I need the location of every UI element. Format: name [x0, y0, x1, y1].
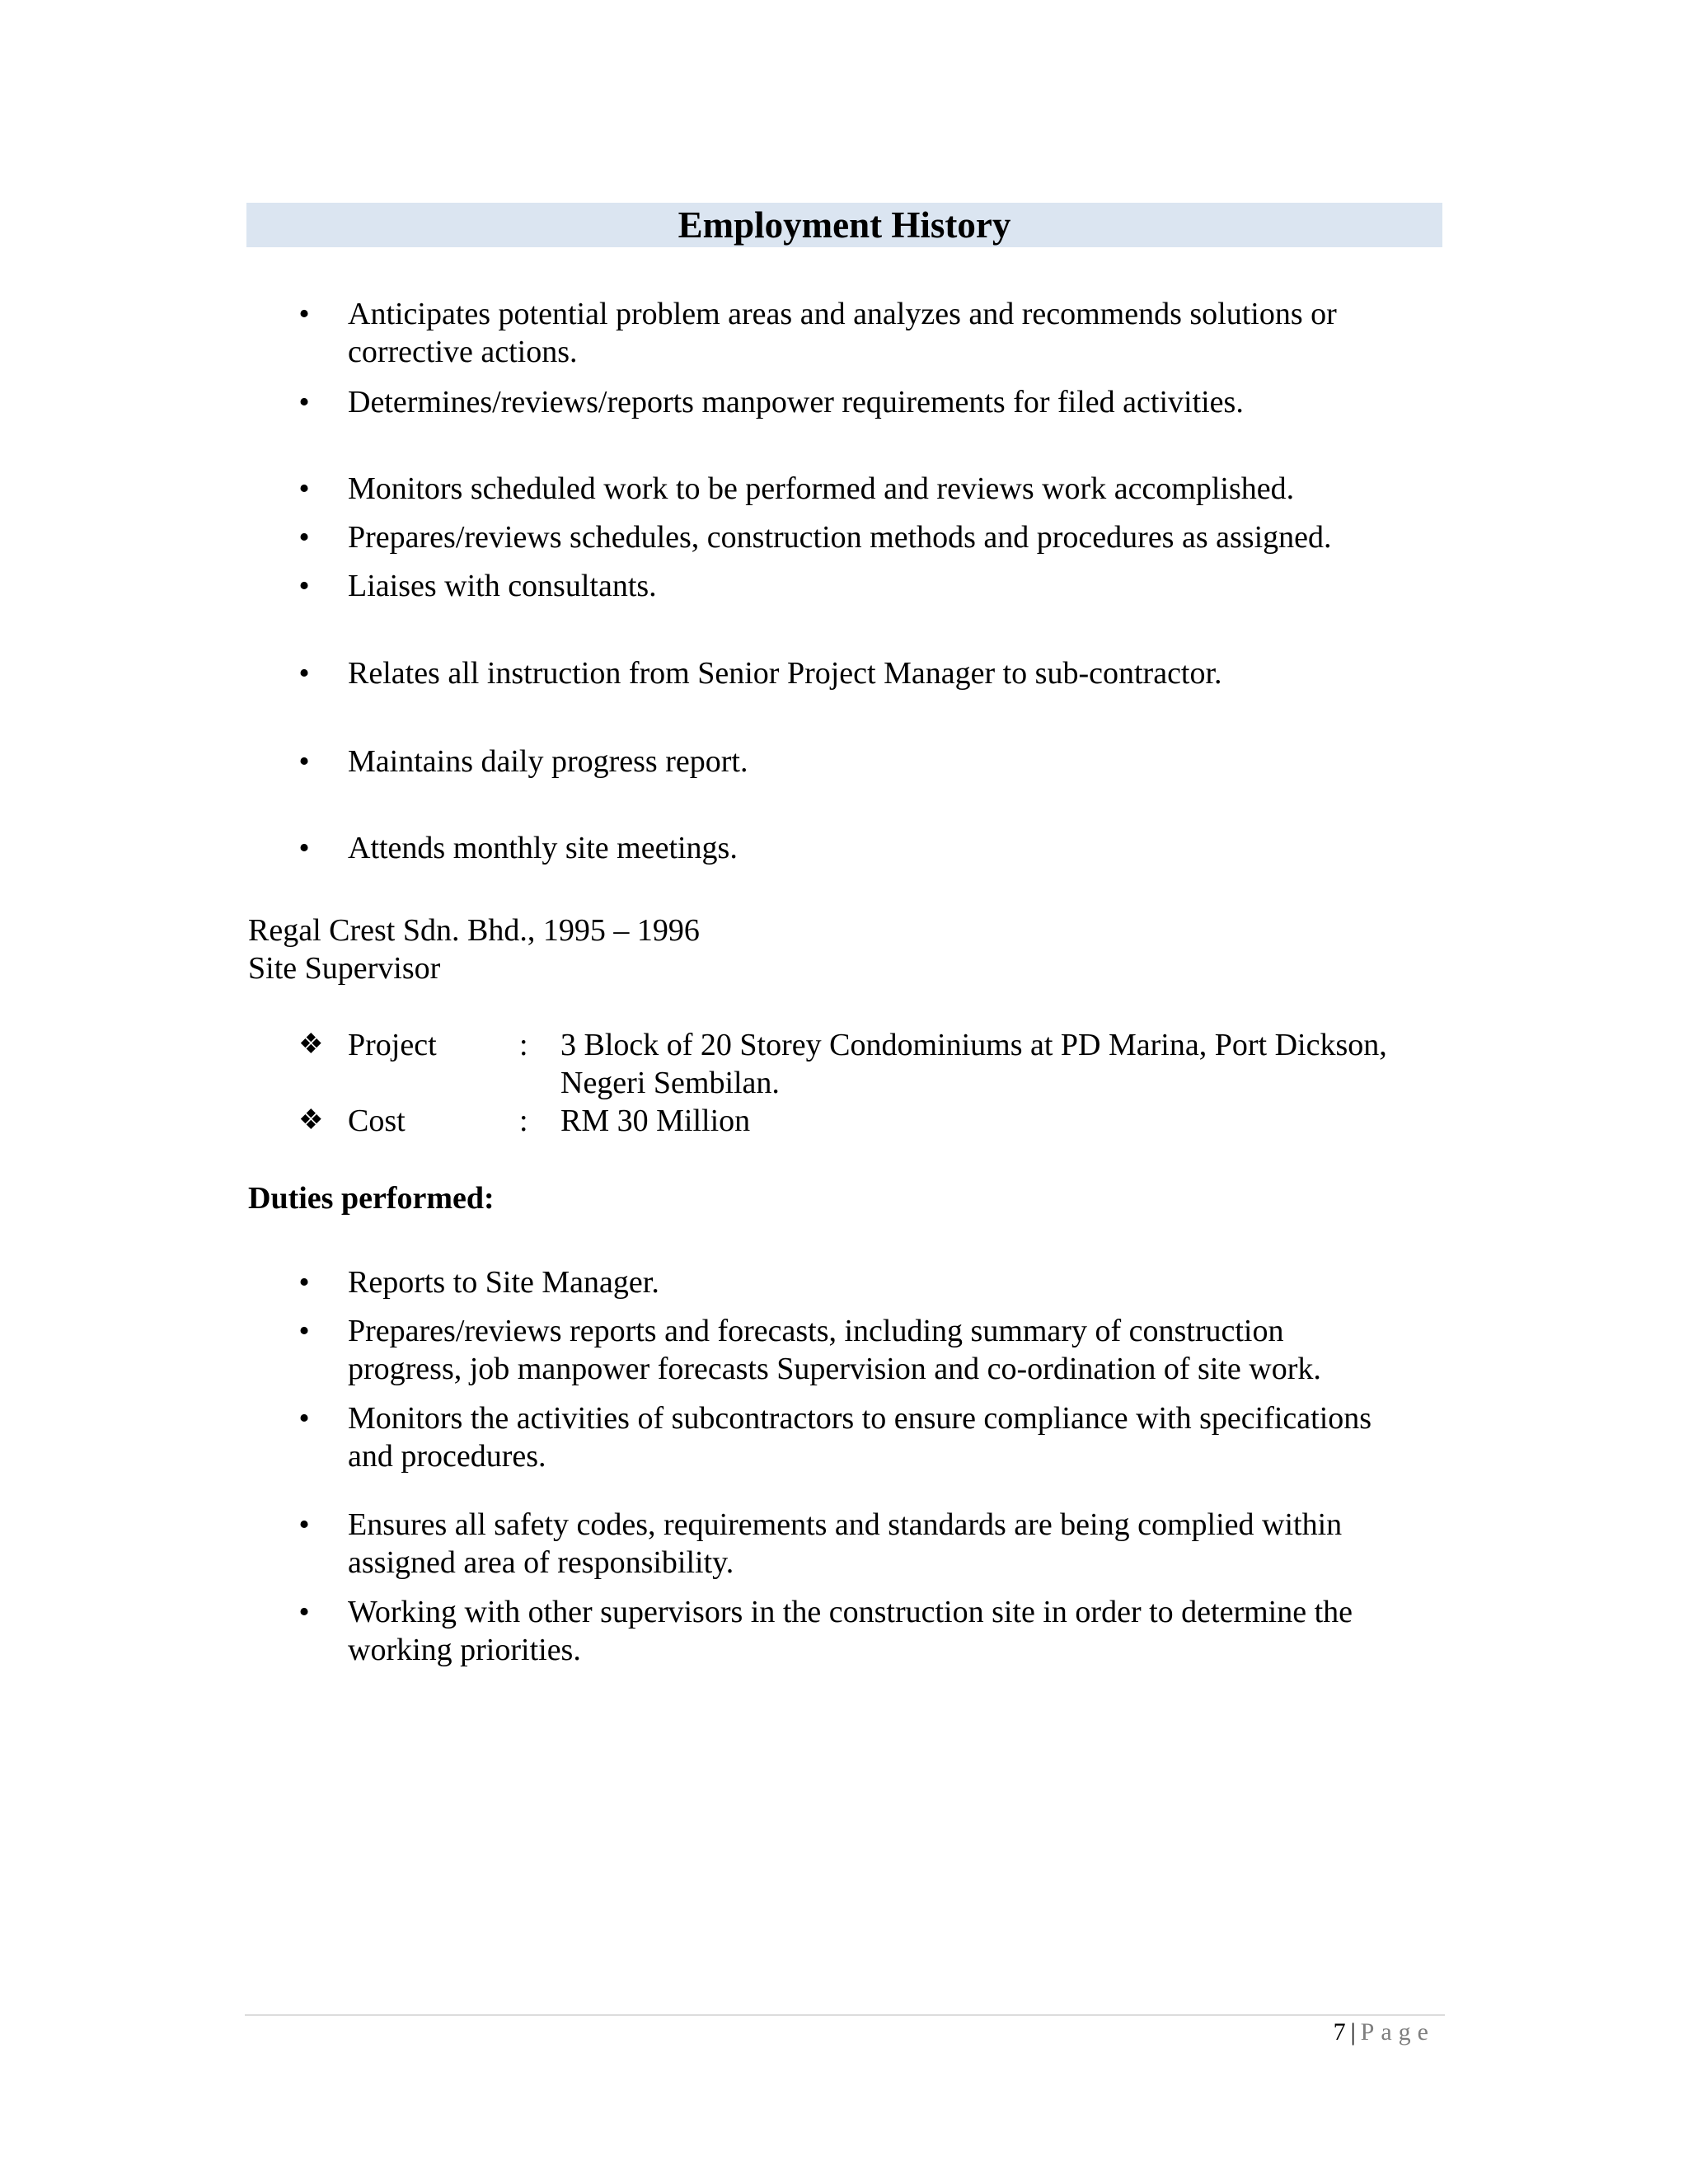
round-bullet-icon: • [298, 656, 310, 691]
round-bullet-icon: • [298, 744, 310, 779]
footer-divider [245, 2014, 1445, 2016]
duties-heading: Duties performed: [248, 1181, 495, 1216]
round-bullet-icon: • [298, 1314, 310, 1348]
round-bullet-icon: • [298, 520, 310, 555]
page-separator: | [1350, 2018, 1356, 2046]
list-item-line: Working with other supervisors in the construction site in order to determine the [348, 1595, 1353, 1629]
list-item-line: Reports to Site Manager. [348, 1265, 659, 1300]
list-item-line: Prepares/reviews reports and forecasts, including summary of construction [348, 1314, 1284, 1348]
section-title: Employment History [678, 204, 1011, 246]
four-diamond-bullet-icon: ❖ [298, 1029, 324, 1060]
round-bullet-icon: • [298, 385, 310, 419]
detail-colon: : [519, 1028, 528, 1062]
round-bullet-icon: • [298, 1595, 310, 1629]
round-bullet-icon: • [298, 1401, 310, 1436]
list-item-line: Monitors scheduled work to be performed and reviews work accomplished. [348, 471, 1295, 506]
detail-label: Cost [348, 1104, 406, 1138]
list-item-line: Attends monthly site meetings. [348, 831, 738, 865]
detail-value-line: RM 30 Million [560, 1104, 751, 1138]
list-item-line: progress, job manpower forecasts Supervision and co-ordination of site work. [348, 1352, 1321, 1386]
four-diamond-bullet-icon: ❖ [298, 1105, 324, 1136]
list-item-line: Relates all instruction from Senior Project Manager to sub-contractor. [348, 656, 1222, 691]
page-word: Page [1360, 2018, 1435, 2046]
page-footer [1334, 2018, 1435, 2047]
list-item-line: Anticipates potential problem areas and analyzes and recommends solutions or [348, 297, 1337, 331]
list-item-line: working priorities. [348, 1633, 581, 1667]
employer-position: Site Supervisor [248, 951, 441, 986]
list-item-line: Prepares/reviews schedules, construction methods and procedures as assigned. [348, 520, 1332, 555]
employer-company: Regal Crest Sdn. Bhd., 1995 – 1996 [248, 913, 700, 948]
list-item-line: Monitors the activities of subcontractors to ensure compliance with specifications [348, 1401, 1372, 1436]
round-bullet-icon: • [298, 569, 310, 603]
section-header-bar [246, 203, 1442, 247]
list-item-line: Ensures all safety codes, requirements and standards are being complied within [348, 1507, 1343, 1542]
list-item-line: Maintains daily progress report. [348, 744, 748, 779]
round-bullet-icon: • [298, 1507, 310, 1542]
list-item-line: and procedures. [348, 1439, 546, 1474]
detail-value-line: 3 Block of 20 Storey Condominiums at PD Marina, Port Dickson, [560, 1028, 1387, 1062]
list-item-line: corrective actions. [348, 335, 578, 369]
round-bullet-icon: • [298, 831, 310, 865]
round-bullet-icon: • [298, 1265, 310, 1300]
list-item-line: Determines/reviews/reports manpower requirements for filed activities. [348, 385, 1244, 419]
round-bullet-icon: • [298, 297, 310, 331]
detail-label: Project [348, 1028, 437, 1062]
detail-colon: : [519, 1104, 528, 1138]
list-item-line: Liaises with consultants. [348, 569, 657, 603]
page-number: 7 [1333, 2018, 1346, 2046]
round-bullet-icon: • [298, 471, 310, 506]
list-item-line: assigned area of responsibility. [348, 1545, 734, 1580]
detail-value-line: Negeri Sembilan. [560, 1066, 780, 1100]
